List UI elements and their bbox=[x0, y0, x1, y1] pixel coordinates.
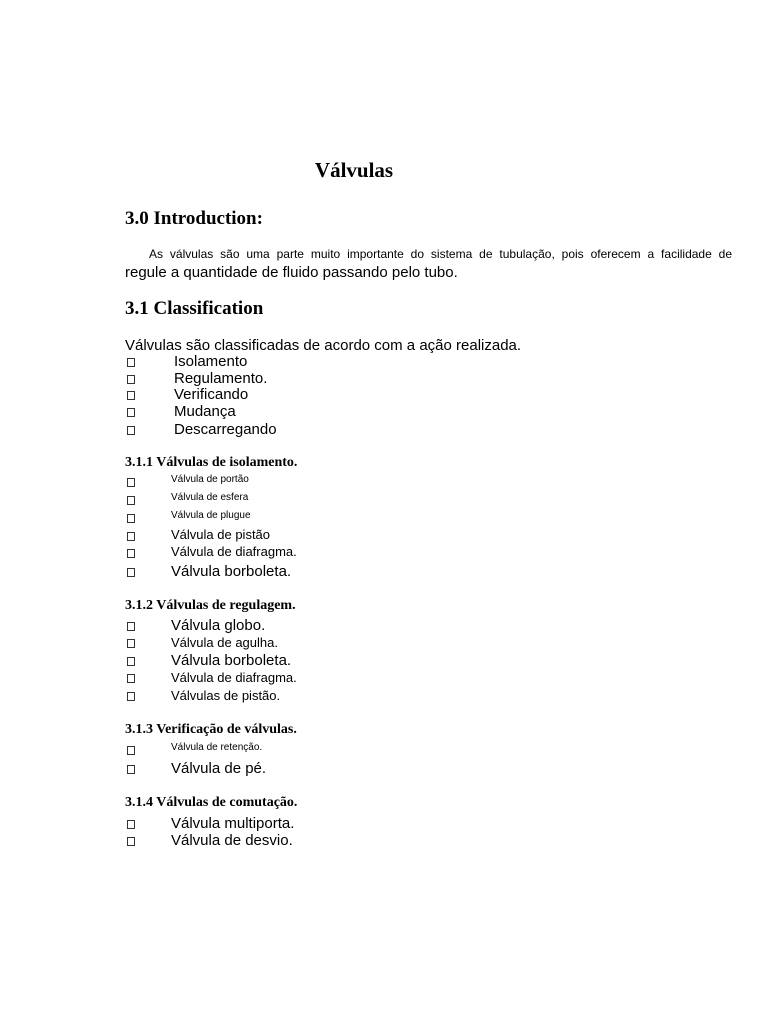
bullet-box-icon bbox=[127, 657, 135, 666]
list-item: Válvulas de pistão. bbox=[171, 688, 281, 703]
bullet-box-icon bbox=[127, 549, 135, 558]
list-item: Válvula de retenção. bbox=[171, 742, 263, 753]
classification-lead: Válvulas são classificadas de acordo com a ação realizada. bbox=[125, 337, 522, 354]
list-item: Válvula de agulha. bbox=[171, 635, 278, 650]
list-item: Válvula de plugue bbox=[171, 510, 251, 521]
classification-heading: 3.1 Classification bbox=[125, 298, 264, 319]
list-item: Válvula de portão bbox=[171, 474, 249, 485]
intro-paragraph-line-1: As válvulas são uma parte muito importante do sistema de tubulação, pois oferecem a facilidade de bbox=[149, 247, 732, 261]
list-item: Válvula de pé. bbox=[171, 760, 267, 777]
list-item: Descarregando bbox=[174, 421, 277, 438]
isolation-heading: 3.1.1 Válvulas de isolamento. bbox=[125, 455, 298, 470]
bullet-box-icon bbox=[127, 496, 135, 505]
list-item: Válvula borboleta. bbox=[171, 563, 292, 580]
list-item: Mudança bbox=[174, 403, 236, 420]
bullet-box-icon bbox=[127, 514, 135, 523]
list-item: Válvula de diafragma. bbox=[171, 670, 297, 685]
bullet-box-icon bbox=[127, 391, 135, 400]
switching-heading: 3.1.4 Válvulas de comutação. bbox=[125, 795, 298, 810]
bullet-box-icon bbox=[127, 622, 135, 631]
list-item: Isolamento bbox=[174, 353, 248, 370]
bullet-box-icon bbox=[127, 746, 135, 755]
list-item: Válvula borboleta. bbox=[171, 652, 292, 669]
list-item: Válvula multiporta. bbox=[171, 815, 295, 832]
list-item: Válvula de esfera bbox=[171, 492, 249, 503]
page-title: Válvulas bbox=[314, 158, 394, 182]
bullet-box-icon bbox=[127, 639, 135, 648]
intro-paragraph-line-2: regule a quantidade de fluido passando pelo tubo. bbox=[125, 264, 458, 281]
list-item: Válvula de diafragma. bbox=[171, 544, 297, 559]
bullet-box-icon bbox=[127, 692, 135, 701]
intro-heading: 3.0 Introduction: bbox=[125, 208, 263, 229]
bullet-box-icon bbox=[127, 408, 135, 417]
bullet-box-icon bbox=[127, 375, 135, 384]
regulation-heading: 3.1.2 Válvulas de regulagem. bbox=[125, 598, 296, 613]
list-item: Válvula de pistão bbox=[171, 527, 271, 542]
list-item: Verificando bbox=[174, 386, 249, 403]
check-heading: 3.1.3 Verificação de válvulas. bbox=[125, 722, 297, 737]
list-item: Regulamento. bbox=[174, 370, 268, 387]
bullet-box-icon bbox=[127, 765, 135, 774]
bullet-box-icon bbox=[127, 478, 135, 487]
bullet-box-icon bbox=[127, 820, 135, 829]
bullet-box-icon bbox=[127, 568, 135, 577]
bullet-box-icon bbox=[127, 837, 135, 846]
list-item: Válvula globo. bbox=[171, 617, 266, 634]
bullet-box-icon bbox=[127, 358, 135, 367]
bullet-box-icon bbox=[127, 674, 135, 683]
bullet-box-icon bbox=[127, 532, 135, 541]
bullet-box-icon bbox=[127, 426, 135, 435]
list-item: Válvula de desvio. bbox=[171, 832, 293, 849]
